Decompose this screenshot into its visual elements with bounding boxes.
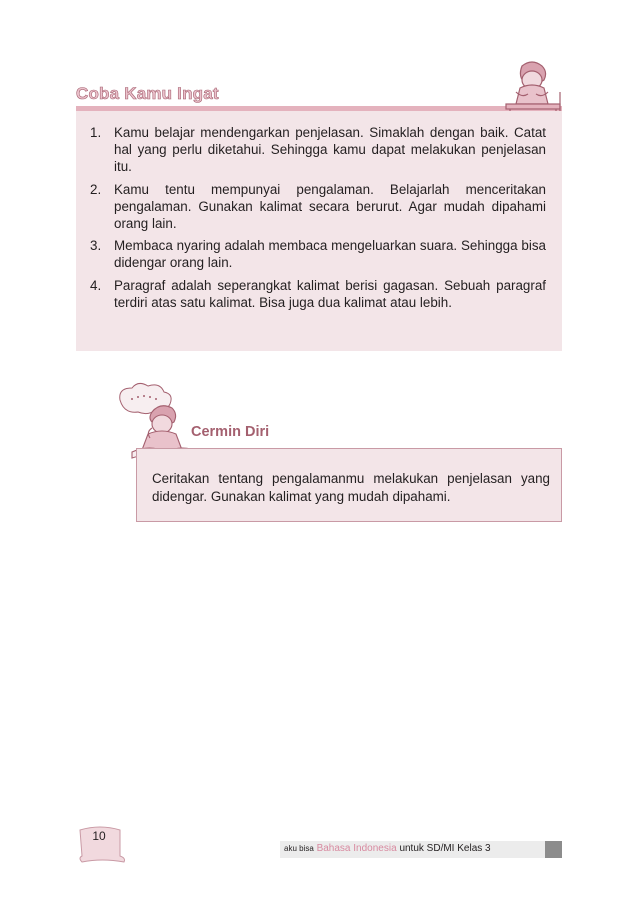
footer-subject: Bahasa Indonesia <box>316 843 397 854</box>
page-number: 10 <box>92 829 106 843</box>
section-title-cermin-diri: Cermin Diri <box>191 424 270 440</box>
cermin-diri-instruction: Ceritakan tentang pengalamanmu melakukan penjelasan yang didengar. Gunakan kalimat yang mudah dipahami. <box>152 471 550 504</box>
list-item: 4. Paragraf adalah seperangkat kalimat berisi gagasan. Sebuah paragraf terdiri atas satu kalimat. Bisa juga dua kalimat atau lebih. <box>90 277 546 310</box>
footer-bar-end-block <box>545 841 562 858</box>
section-title-coba-kamu-ingat: Coba Kamu Ingat <box>76 84 219 103</box>
child-resting-head-on-desk-illustration <box>502 58 564 118</box>
list-item: 2. Kamu tentu mempunyai pengalaman. Belajarlah menceritakan pengalaman. Gunakan kalimat secara berurut. Agar mudah dipahami orang lain. <box>90 181 546 232</box>
footer-book-title <box>284 843 491 854</box>
coba-kamu-ingat-list <box>90 124 546 316</box>
footer-suffix: untuk SD/MI Kelas 3 <box>399 843 491 854</box>
list-item: 3. Membaca nyaring adalah membaca mengeluarkan suara. Sehingga bisa didengar orang lain. <box>90 238 546 271</box>
list-item: 1. Kamu belajar mendengarkan penjelasan. Simaklah dengan baik. Catat hal yang perlu diketahui. Sehingga kamu dapat melakukan penjelasan itu. <box>90 125 546 175</box>
footer-prefix: aku bisa <box>284 844 314 853</box>
